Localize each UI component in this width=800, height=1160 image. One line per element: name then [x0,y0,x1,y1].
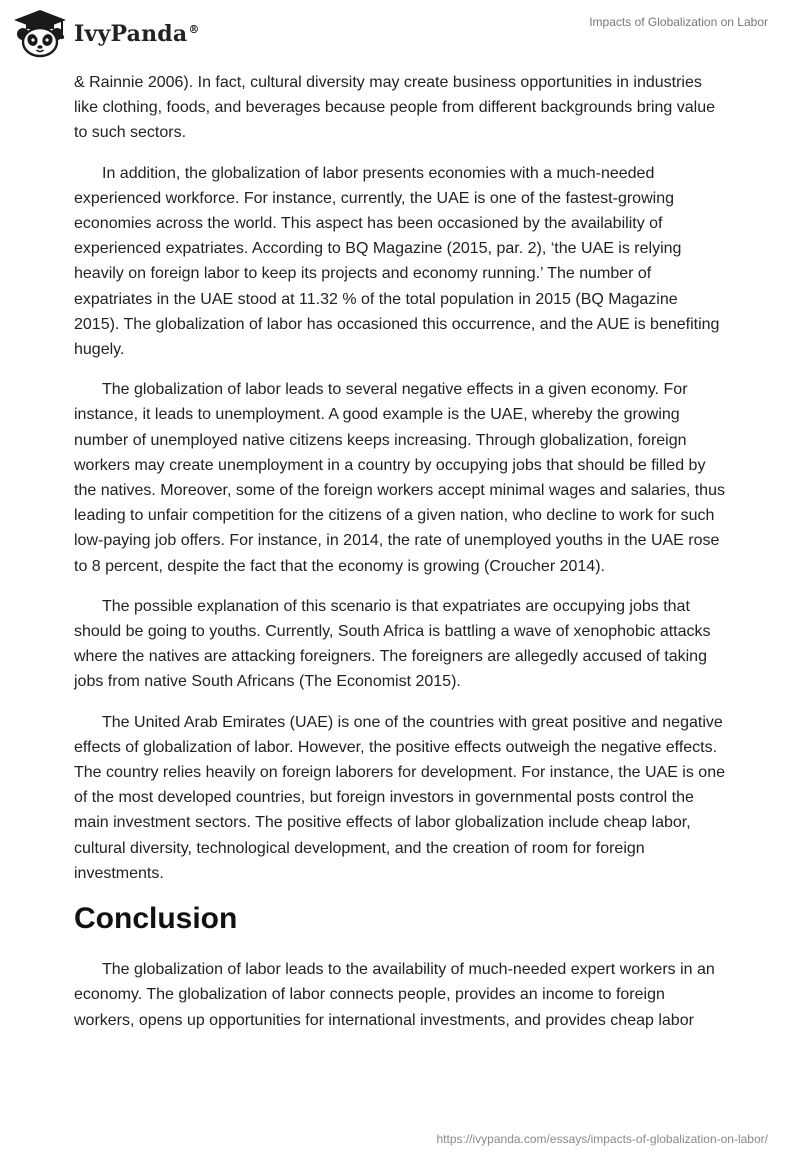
brand-name: IvyPanda® [74,21,200,47]
panda-graduate-icon [12,8,68,58]
document-title: Impacts of Globalization on Labor [589,15,768,29]
brand-logo[interactable] [12,8,200,58]
section-heading-conclusion: Conclusion [74,902,238,936]
essay-body [74,70,726,1048]
source-url[interactable]: https://ivypanda.com/essays/impacts-of-globalization-on-labor/ [436,1132,768,1146]
paragraph-5: The United Arab Emirates (UAE) is one of the countries with great positive and negative effects of globalization of labor. However, the positive effects outweigh the negative effects. The country relies heavily on foreign laborers for development. For instance, the UAE is one of the most developed countries, but foreign investors in governmental posts control the main investment sectors. The positive effects of labor globalization include cheap labor, cultural diversity, technological development, and the creation of room for foreign investments. [74,713,725,882]
registered-mark: ® [188,22,200,36]
paragraph-1: & Rainnie 2006). In fact, cultural diversity may create business opportunities in industries like clothing, foods, and beverages because people from different backgrounds bring value to such sectors. [74,74,716,142]
paragraph-6: The globalization of labor leads to the availability of much-needed expert workers in an economy. The globalization of labor connects people, provides an income to foreign workers, opens up opportunities for international investments, and provides cheap labor [74,961,715,1029]
page-header [0,0,800,60]
paragraph-3: The globalization of labor leads to several negative effects in a given economy. For instance, it leads to unemployment. A good example is the UAE, whereby the growing number of unemployed native citizens keeps increasing. Through globalization, foreign workers may create unemployment in a country by occupying jobs that should be filled by the natives. Moreover, some of the foreign workers accept minimal wages and salaries, thus leading to unfair competition for the citizens of a given nation, who decline to work for such low-paying job offers. For instance, in 2014, the rate of unemployed youths in the UAE rose to 8 percent, despite the fact that the economy is growing (Croucher 2014). [74,381,725,575]
paragraph-4: The possible explanation of this scenario is that expatriates are occupying jobs that should be going to youths. Currently, South Africa is battling a wave of xenophobic attacks where the natives are attacking foreigners. The foreigners are allegedly accused of taking jobs from native South Africans (The Economist 2015). [74,597,711,691]
paragraph-2: In addition, the globalization of labor presents economies with a much-needed experienced workforce. For instance, currently, the UAE is one of the fastest-growing economies across the world. This aspect has been occasioned by the availability of experienced expatriates. According to BQ Magazine (2015, par. 2), ‘the UAE is relying heavily on foreign labor to keep its projects and economy running.’ The number of expatriates in the UAE stood at 11.32 % of the total population in 2015 (BQ Magazine 2015). The globalization of labor has occasioned this occurrence, and the AUE is benefiting hugely. [74,164,720,359]
